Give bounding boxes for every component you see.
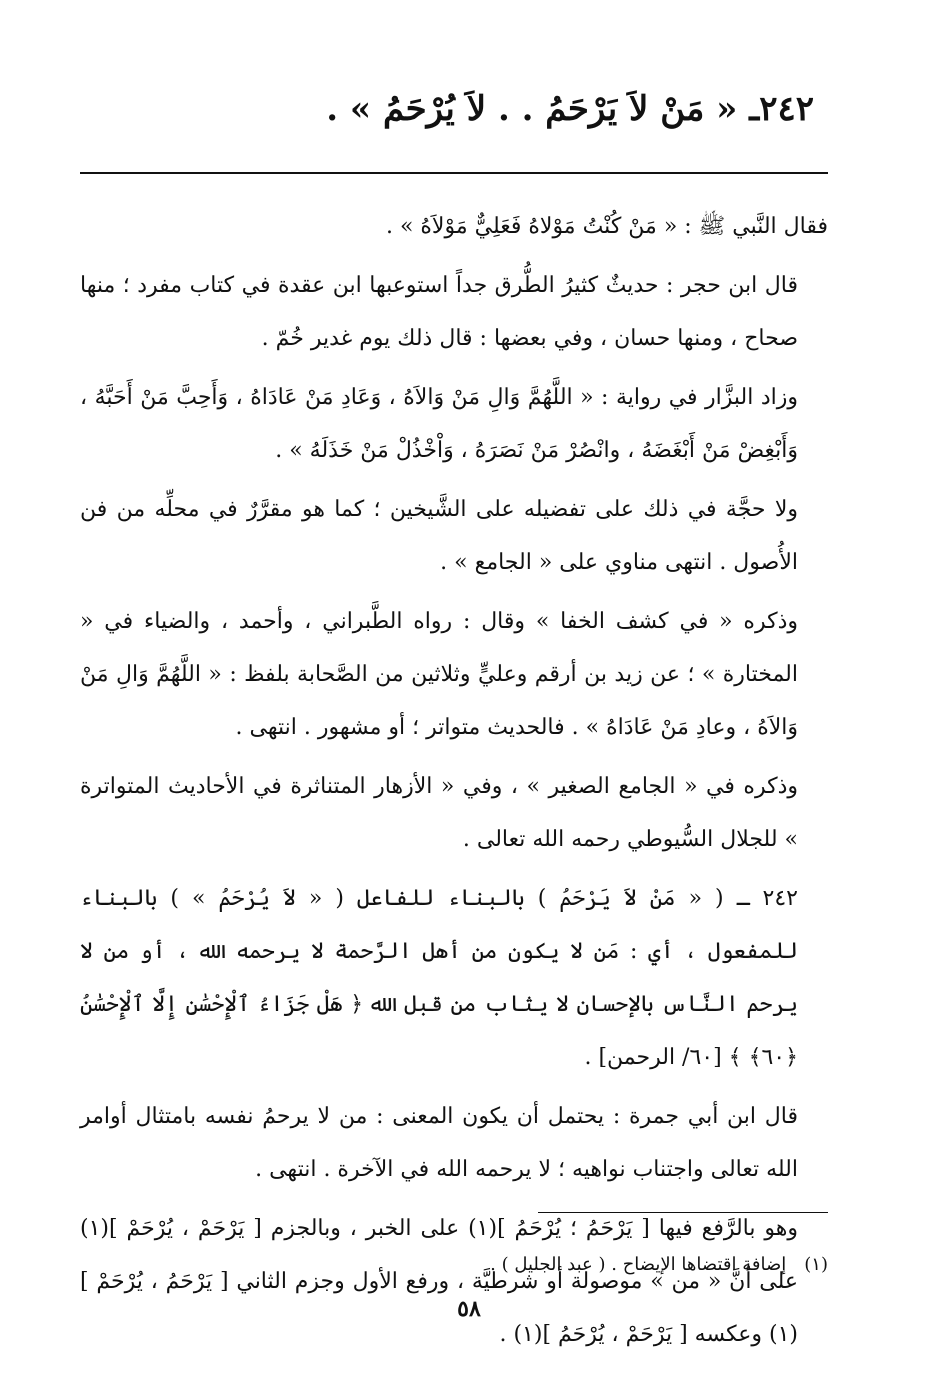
page-title: ٢٤٢ـ « مَنْ لاَ يَرْحَمُ . . لاَ يُرْحَمُ » . <box>326 89 814 129</box>
header-divider <box>80 172 828 174</box>
paragraph-9: وهو بالرَّفع فيها [ يَرْحَمُ ؛ يُرْحَمُ ](١) على الخبر ، وبالجزم [ يَرْحَمْ ، يُرْحَمْ ](١) على أنَّ « من » موصولة أو شرطيَّة ، ورفع الأول وجزم الثاني [ يَرْحَمُ ، يُرْحَمْ ](١) وعكسه [ يَرْحَمْ ، يُرْحَمُ ](١) . <box>80 1216 798 1347</box>
page-number: ٥٨ <box>457 1296 481 1322</box>
paragraph-3: وزاد البزَّار في رواية : « اللَّهُمَّ وَالِ مَنْ وَالاَهُ ، وَعَادِ مَنْ عَادَاهُ ، وَأَحِبَّ مَنْ أَحَبَّهُ ، وَأَبْغِضْ مَنْ أَبْغَضَهُ ، وانْصُرْ مَنْ نَصَرَهُ ، وَاْخْذُلْ مَنْ خَذَلَهُ » . <box>80 385 798 463</box>
paragraph-7: ٢٤٢ ـ ( « مَنْ لاَ يَرْحَمُ ) بالبناء للفاعل ( « لاَ يُرْحَمُ » ) بالبناء للمفعول ، أي : مَن لا يكون من أهل الرَّحمة لا يرحمه الله ، أو من لا يرحم النَّاس بالإحسان لا يثاب من قبل الله ﴿ هَلْ جَزَاءُ ٱلْإِحْسَٰنِ إِلَّا ٱلْإِحْسَٰنُ ﴿٦٠﴾ ﴾ [٦٠/ الرحمن] . <box>80 886 798 1070</box>
footnote <box>80 1250 828 1280</box>
paragraph-5: وذكره « في كشف الخفا » وقال : رواه الطَّبراني ، وأحمد ، والضياء في « المختارة » ؛ عن زيد بن أرقم وعليٍّ وثلاثين من الصَّحابة بلفظ : « اللَّهُمَّ وَالِ مَنْ وَالاَهُ ، وعادِ مَنْ عَادَاهُ » . فالحديث متواتر ؛ أو مشهور . انتهى . <box>80 609 798 740</box>
paragraph-8: قال ابن أبي جمرة : يحتمل أن يكون المعنى : من لا يرحمُ نفسه بامتثال أوامر الله تعالى واجتناب نواهيه ؛ لا يرحمه الله في الآخرة . انتهى . <box>80 1104 798 1182</box>
main-text <box>80 200 828 1367</box>
paragraph-6: وذكره في « الجامع الصغير » ، وفي « الأزهار المتناثرة في الأحاديث المتواترة » للجلال السُّيوطي رحمه الله تعالى . <box>80 774 798 852</box>
paragraph-4: ولا حجَّة في ذلك على تفضيله على الشَّيخين ؛ كما هو مقرَّرٌ في محلِّه من فن الأُصول . انتهى مناوي على « الجامع » . <box>80 497 798 575</box>
footnote-text: إضافة اقتضاها الإيضاح . ( عبد الجليل ) . <box>490 1254 787 1275</box>
footnote-number: (١) <box>804 1254 828 1275</box>
paragraph-1: فقال النَّبي ﷺ : « مَنْ كُنْتُ مَوْلاهُ فَعَلِيٌّ مَوْلاَهُ » . <box>385 214 828 239</box>
paragraph-2: قال ابن حجر : حديثٌ كثيرُ الطُّرق جداً استوعبها ابن عقدة في كتاب مفرد ؛ منها صحاح ، ومنها حسان ، وفي بعضها : قال ذلك يوم غدير خُمّ . <box>80 273 798 351</box>
footnote-divider <box>538 1212 828 1213</box>
